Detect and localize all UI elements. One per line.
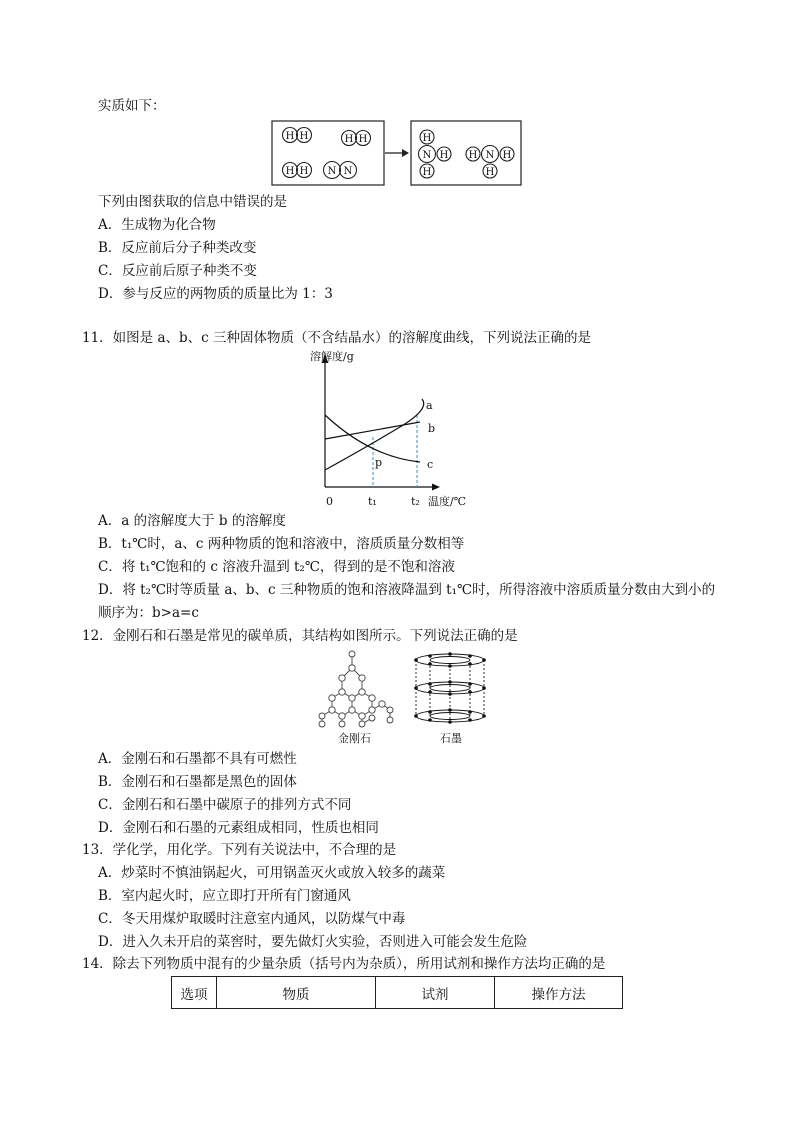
q13-stem: 13．学化学，用化学。下列有关说法中，不合理的是 [82,842,397,858]
carbon-structures [310,648,500,748]
q10-option-c: C．反应前后原子种类不变 [98,263,257,279]
q12-option-a: A．金刚石和石墨都不具有可燃性 [98,751,297,767]
header-reagent: 试剂 [376,977,495,1009]
q10-option-a: A．生成物为化合物 [98,217,216,233]
atom-h: H [502,150,512,161]
q11-stem: 11．如图是 a、b、c 三种固体物质（不含结晶水）的溶解度曲线，下列说法正确的是 [82,330,592,346]
diamond-structure [319,651,393,727]
header-substance: 物质 [217,977,376,1009]
atom-h: H [468,150,478,161]
q10-question: 下列由图获取的信息中错误的是 [98,194,287,210]
intersection-label: p [375,456,383,469]
atom-n: N [485,150,495,161]
q11-option-c: C．将 t₁℃饱和的 c 溶液升温到 t₂℃，得到的是不饱和溶液 [98,559,455,575]
reaction-diagram [270,118,526,190]
q11-option-d: D．将 t₂℃时等质量 a、b、c 三种物质的饱和溶液降温到 t₁℃时，所得溶液中溶质质量分数由大到小的 [98,582,716,598]
diamond-label: 金刚石 [338,732,371,745]
series-c-label: c [427,458,434,471]
q11-option-b: B．t₁℃时，a、c 两种物质的饱和溶液中，溶质质量分数相等 [98,536,465,552]
atom-h: H [299,166,309,177]
q13-option-d: D．进入久未开启的菜窖时，要先做灯火实验，否则进入可能会发生危险 [98,934,528,950]
q12-option-b: B．金刚石和石墨都是黑色的固体 [98,774,297,790]
q11-option-a: A．a 的溶解度大于 b 的溶解度 [98,513,286,529]
q10-option-d: D．参与反应的两物质的质量比为 1：3 [98,286,333,302]
q10-intro: 实质如下： [98,98,166,114]
atom-n: N [327,166,337,177]
y-axis-label: 溶解度/g [310,350,354,363]
q12-option-d: D．金刚石和石墨的元素组成相同，性质也相同 [98,820,379,836]
atom-h: H [358,134,368,145]
q13-option-a: A．炒菜时不慎油锅起火，可用锅盖灭火或放入较多的蔬菜 [98,865,446,881]
atom-h: H [485,167,495,178]
series-b-line [325,422,420,439]
q11-option-d-cont: 顺序为：b>a=c [98,605,199,621]
atom-h: H [299,131,309,142]
q13-option-c: C．冬天用煤炉取暖时注意室内通风，以防煤气中毒 [98,911,406,927]
series-b-label: b [428,422,436,435]
q10-option-b: B．反应前后分子种类改变 [98,240,257,256]
atom-h: H [344,134,354,145]
tick-t2: t₂ [411,495,420,508]
origin-label: 0 [326,495,333,508]
q13-option-b: B．室内起火时，应立即打开所有门窗通风 [98,888,351,904]
solubility-chart [300,345,480,513]
table-header-row [172,977,623,1009]
q14-table [171,976,623,1009]
atom-h: H [439,150,449,161]
atom-n: N [422,150,432,161]
header-option: 选项 [172,977,217,1009]
atom-h: H [285,131,295,142]
header-method: 操作方法 [495,977,623,1009]
graphite-label: 石墨 [440,732,462,745]
tick-t1: t₁ [368,495,377,508]
atom-n: N [343,166,353,177]
q12-option-c: C．金刚石和石墨中碳原子的排列方式不同 [98,797,352,813]
atom-h: H [422,133,432,144]
q12-stem: 12．金刚石和石墨是常见的碳单质，其结构如图所示。下列说法正确的是 [82,628,518,644]
atom-h: H [285,166,295,177]
x-axis-label: 温度/℃ [428,495,467,508]
atom-h: H [422,167,432,178]
q14-stem: 14．除去下列物质中混有的少量杂质（括号内为杂质），所用试剂和操作方法均正确的是 [82,956,606,972]
series-a-label: a [426,399,433,412]
